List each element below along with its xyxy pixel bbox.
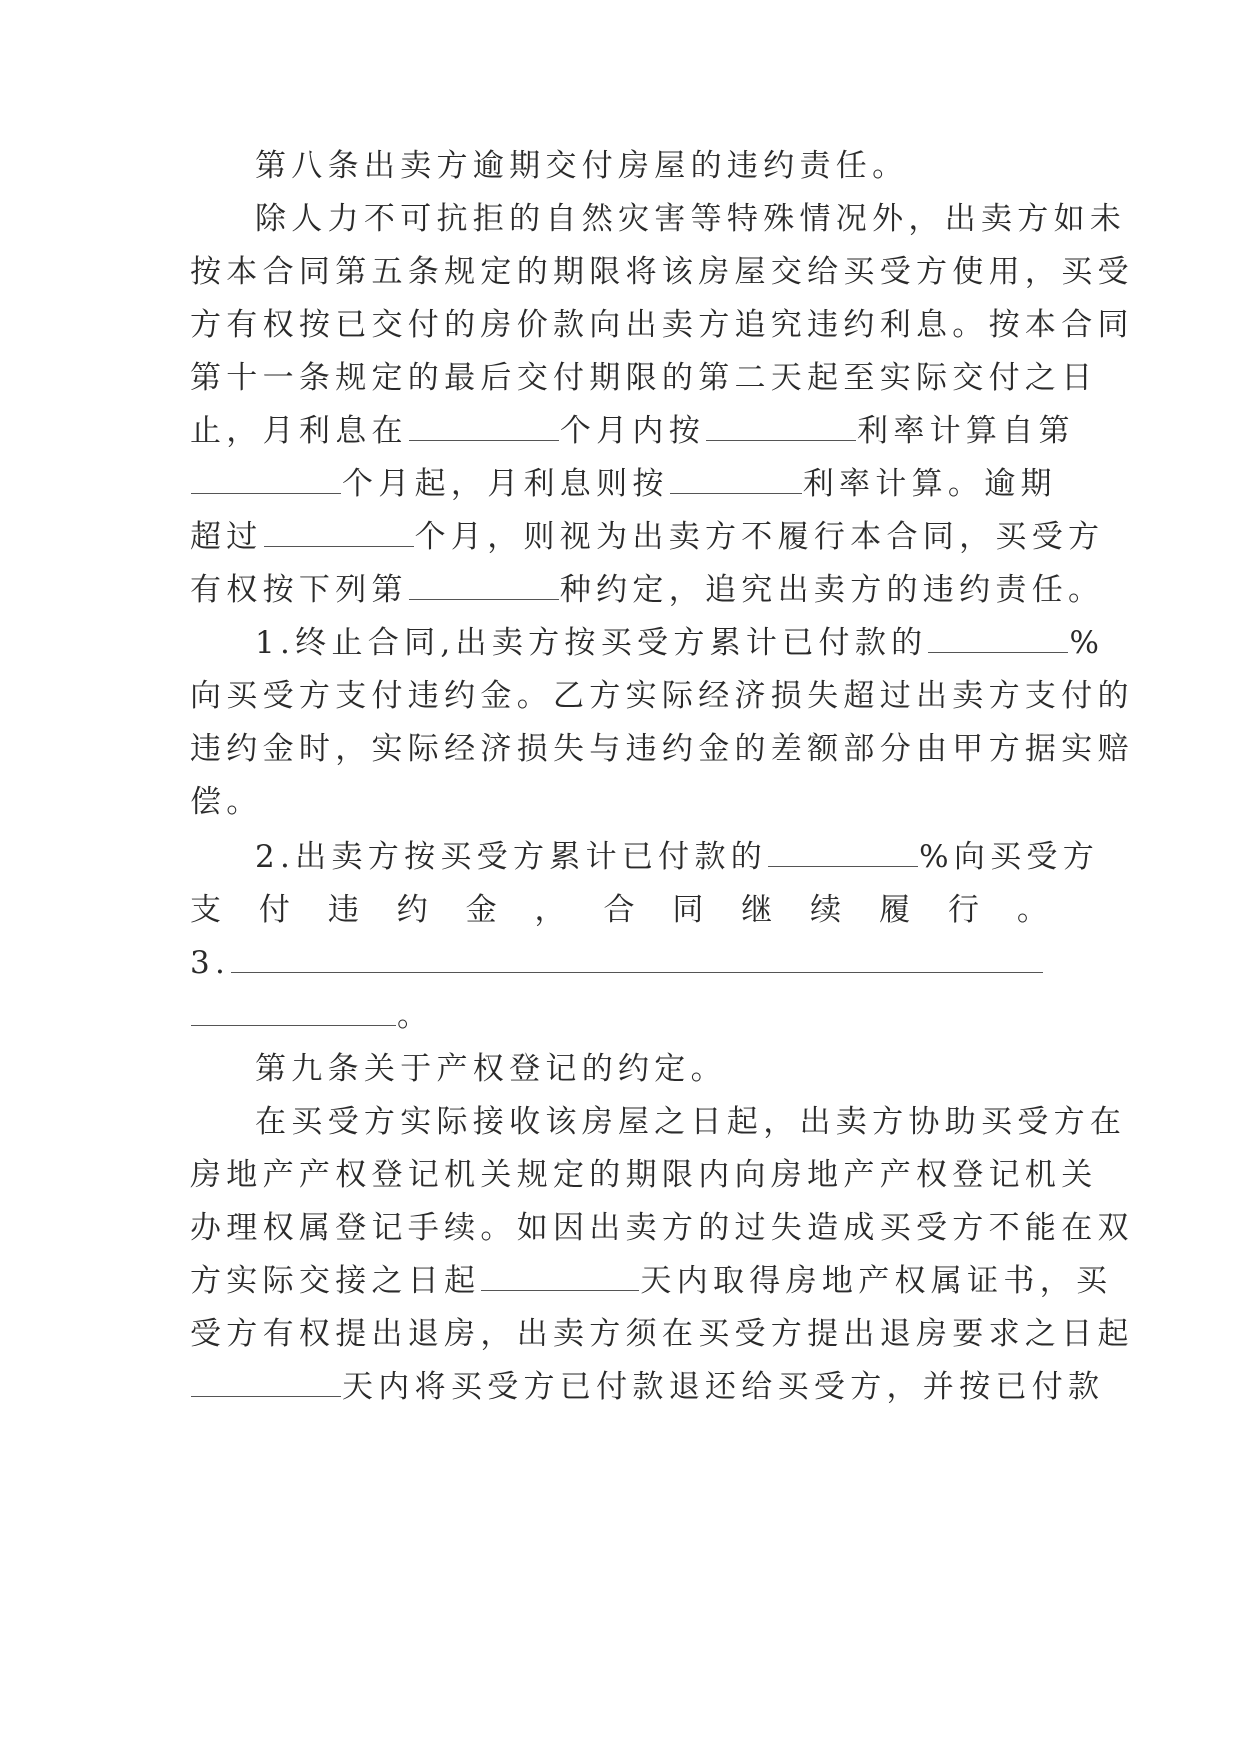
fill-blank-overdue-months[interactable] bbox=[264, 520, 414, 547]
paragraph-line: 有权按下列第 种约定，追究出卖方的违约责任。 bbox=[190, 572, 1105, 608]
item-1-line: 向买受方支付违约金。乙方实际经济损失超过出卖方支付的 bbox=[190, 678, 1134, 714]
item-3-line: 。 bbox=[190, 987, 1048, 1045]
fill-blank-percent-2[interactable] bbox=[768, 840, 918, 867]
item-2-line: 2.出卖方按买受方累计已付款的 %向买受方 bbox=[255, 839, 1100, 875]
paragraph-line: 按本合同第五条规定的期限将该房屋交给买受方使用，买受 bbox=[190, 254, 1134, 290]
paragraph-line: 超过 个月，则视为出卖方不履行本合同，买受方 bbox=[190, 519, 1105, 555]
item-1-line: 违约金时，实际经济损失与违约金的差额部分由甲方据实赔 bbox=[190, 731, 1134, 767]
paragraph-line: 方实际交接之日起 天内取得房地产权属证书，买 bbox=[190, 1263, 1113, 1299]
item-2-justified-line: 支 付 违 约 金 ， 合 同 继 续 履 行 。 bbox=[190, 892, 1048, 928]
fill-blank-start-month[interactable] bbox=[191, 467, 341, 494]
paragraph-line: 除人力不可抗拒的自然灾害等特殊情况外，出卖方如未 bbox=[255, 201, 1127, 237]
item-3-line: 3. bbox=[190, 934, 1048, 992]
fill-blank-rate-2[interactable] bbox=[670, 467, 802, 494]
fill-blank-option-number[interactable] bbox=[409, 573, 559, 600]
fill-blank-days-2[interactable] bbox=[191, 1370, 341, 1397]
fill-blank-item-3[interactable] bbox=[231, 946, 1043, 973]
article-8-heading: 第八条出卖方逾期交付房屋的违约责任。 bbox=[255, 148, 909, 184]
paragraph-line: 在买受方实际接收该房屋之日起，出卖方协助买受方在 bbox=[255, 1104, 1127, 1140]
article-9-heading: 第九条关于产权登记的约定。 bbox=[255, 1051, 727, 1087]
paragraph-line: 第十一条规定的最后交付期限的第二天起至实际交付之日 bbox=[190, 360, 1098, 396]
paragraph-line: 止，月利息在 个月内按 利率计算自第 bbox=[190, 413, 1075, 449]
fill-blank-item-3-cont[interactable] bbox=[191, 999, 396, 1026]
item-1-line: 1.终止合同,出卖方按买受方累计已付款的 % bbox=[255, 625, 1105, 661]
paragraph-line: 房地产产权登记机关规定的期限内向房地产产权登记机关 bbox=[190, 1157, 1098, 1193]
fill-blank-days-1[interactable] bbox=[481, 1264, 639, 1291]
item-1-line: 偿。 bbox=[190, 784, 263, 820]
paragraph-line: 办理权属登记手续。如因出卖方的过失造成买受方不能在双 bbox=[190, 1210, 1134, 1246]
paragraph-line: 个月起，月利息则按 利率计算。逾期 bbox=[190, 455, 1048, 513]
fill-blank-months[interactable] bbox=[409, 414, 559, 441]
paragraph-line: 方有权按已交付的房价款向出卖方追究违约利息。按本合同 bbox=[190, 307, 1134, 343]
fill-blank-rate[interactable] bbox=[706, 414, 856, 441]
fill-blank-percent-1[interactable] bbox=[928, 626, 1068, 653]
paragraph-line: 天内将买受方已付款退还给买受方，并按已付款 bbox=[190, 1358, 1048, 1416]
paragraph-line: 受方有权提出退房，出卖方须在买受方提出退房要求之日起 bbox=[190, 1316, 1134, 1352]
